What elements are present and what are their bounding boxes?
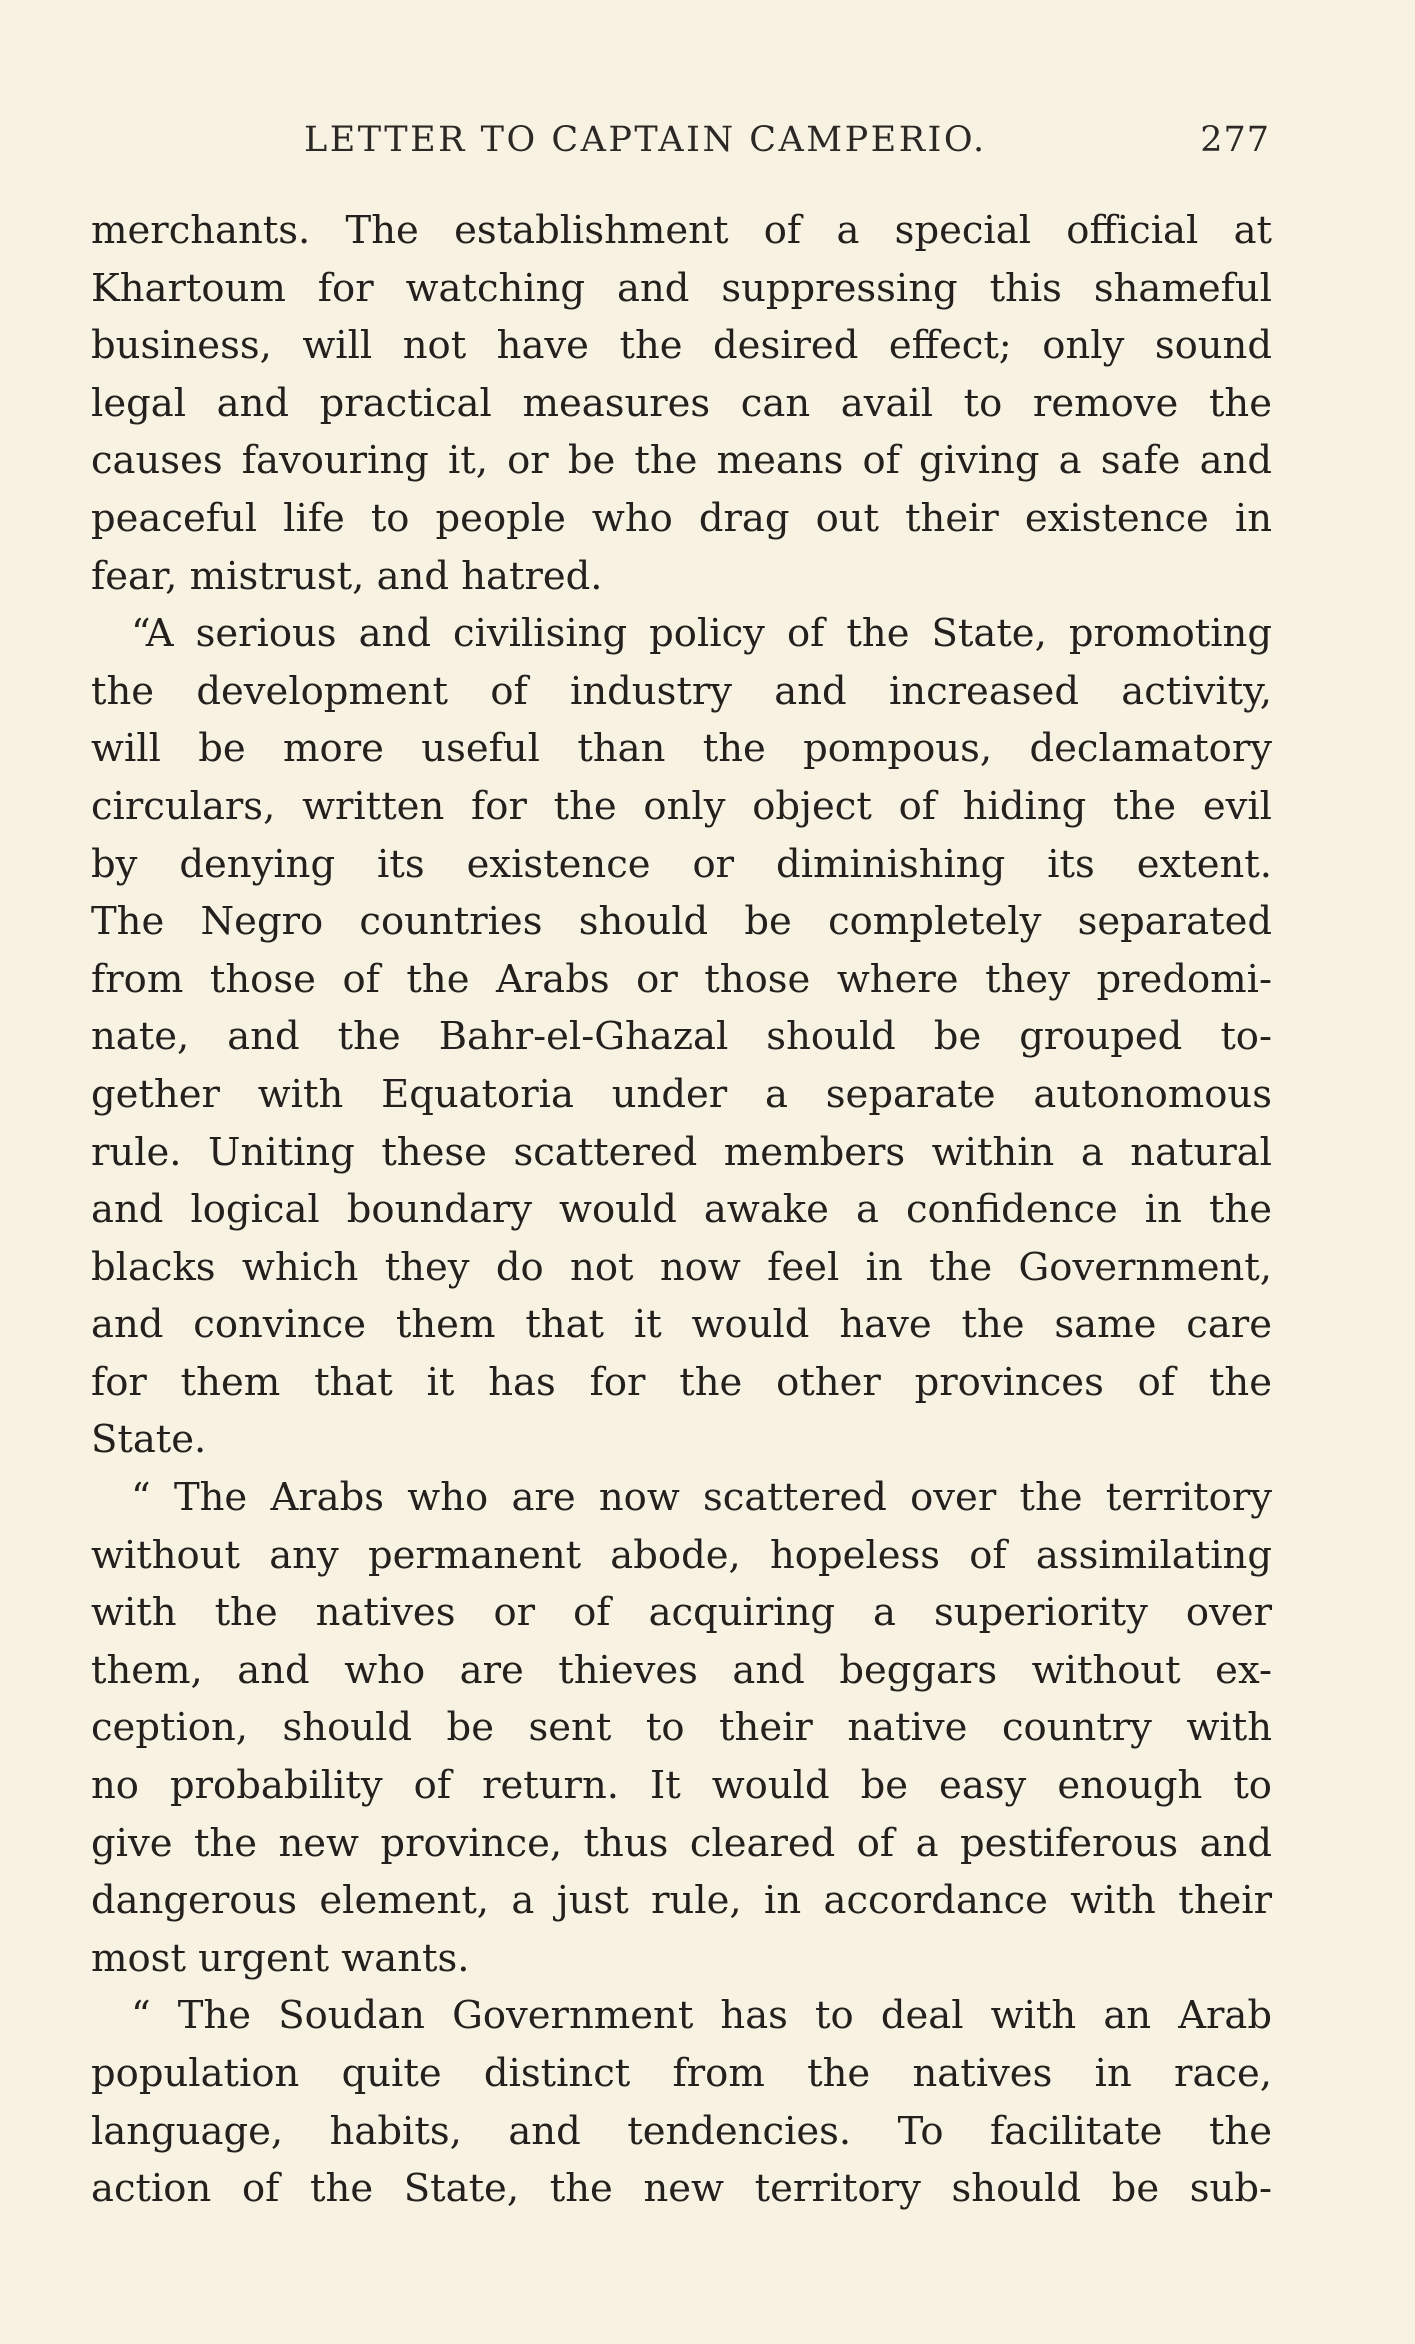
text-line: nate, and the Bahr-el-Ghazal should be grouped to- — [91, 1014, 1272, 1060]
text-line: causes favouring it, or be the means of giving a safe and — [91, 438, 1272, 484]
text-line: by denying its existence or diminishing its extent. — [91, 841, 1272, 887]
text-line: population quite distinct from the natives in race, — [91, 2051, 1272, 2096]
text-line: merchants. The establishment of a special official at — [91, 208, 1272, 253]
text-line: circulars, written for the only object of hiding the evil — [91, 783, 1272, 829]
text-line: business, will not have the desired effect; only sound — [91, 323, 1272, 369]
text-line: language, habits, and tendencies. To facilitate the — [91, 2108, 1272, 2154]
text-line: the development of industry and increased activity, — [91, 668, 1272, 714]
text-line: legal and practical measures can avail to remove the — [91, 380, 1272, 426]
text-line: without any permanent abode, hopeless of assimilating — [91, 1532, 1272, 1578]
running-head-title: LETTER TO CAPTAIN CAMPERIO. — [304, 120, 987, 160]
running-head — [90, 112, 1270, 172]
text-line: The Negro countries should be completely separated — [91, 899, 1272, 945]
page-number: 277 — [1200, 120, 1270, 160]
text-line: and convince them that it would have the same care — [91, 1302, 1272, 1348]
text-line: State. — [91, 1417, 207, 1463]
text-line: rule. Uniting these scattered members within a natural — [91, 1129, 1272, 1175]
text-line: fear, mistrust, and hatred. — [91, 553, 603, 599]
text-line: from those of the Arabs or those where they predomi- — [91, 956, 1272, 1002]
text-line: no probability of return. It would be easy enough to — [91, 1763, 1272, 1809]
text-line: and logical boundary would awake a confidence in the — [91, 1187, 1272, 1233]
text-line: most urgent wants. — [91, 1935, 470, 1981]
text-line: blacks which they do not now feel in the Government, — [91, 1244, 1272, 1290]
body-text — [91, 202, 1272, 2218]
text-line: dangerous element, a just rule, in accordance with their — [91, 1878, 1272, 1924]
text-line: for them that it has for the other provinces of the — [91, 1359, 1272, 1405]
text-line: will be more useful than the pompous, declamatory — [91, 726, 1272, 772]
text-line: give the new province, thus cleared of a pestiferous and — [91, 1820, 1272, 1866]
paragraph-start-line: “A serious and civilising policy of the State, promoting — [131, 611, 1272, 657]
text-line: with the natives or of acquiring a superiority over — [91, 1590, 1272, 1636]
text-line: peaceful life to people who drag out their existence in — [91, 495, 1272, 541]
text-line: ception, should be sent to their native country with — [91, 1705, 1272, 1751]
paragraph-start-line: “ The Soudan Government has to deal with an Arab — [131, 1993, 1272, 2039]
paragraph-start-line: “ The Arabs who are now scattered over the territory — [131, 1475, 1272, 1521]
text-line: action of the State, the new territory should be sub- — [91, 2166, 1272, 2212]
text-line: gether with Equatoria under a separate autonomous — [91, 1071, 1272, 1117]
text-line: them, and who are thieves and beggars without ex- — [91, 1647, 1272, 1693]
text-line: Khartoum for watching and suppressing this shameful — [91, 265, 1272, 311]
